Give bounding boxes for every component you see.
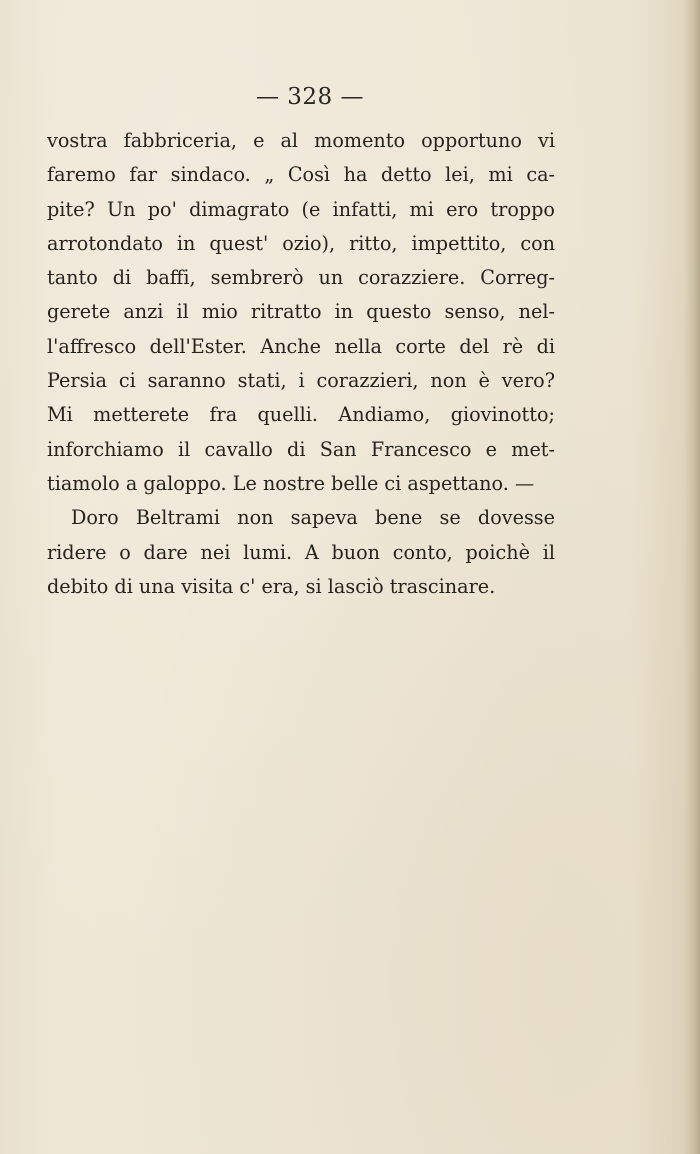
text-line: inforchiamo il cavallo di San Francesco e met- — [47, 437, 555, 461]
text-line: Mi metterete fra quelli. Andiamo, giovinotto; — [47, 403, 555, 427]
text-line: Persia ci saranno stati, i corazzieri, non è vero? — [47, 369, 555, 393]
text-line: arrotondato in quest' ozio), ritto, impettito, con — [47, 231, 555, 255]
text-line: debito di una visita c' era, si lasciò trascinare. — [47, 574, 496, 598]
text-line: tanto di baffi, sembrerò un corazziere. Correg- — [47, 266, 555, 290]
text-line: l'affresco dell'Ester. Anche nella corte del rè di — [47, 334, 555, 358]
text-line: ridere o dare nei lumi. A buon conto, poichè il — [47, 540, 555, 564]
page-edge-shadow — [684, 0, 700, 1154]
body-text — [47, 124, 555, 604]
text-line: faremo far sindaco. „ Così ha detto lei, mi ca- — [47, 163, 555, 187]
page-number: — 328 — — [255, 84, 365, 110]
text-line: pite? Un po' dimagrato (e infatti, mi ero troppo — [47, 197, 555, 221]
text-line: tiamolo a galoppo. Le nostre belle ci aspettano. — — [47, 471, 535, 495]
text-line: gerete anzi il mio ritratto in questo senso, nel- — [47, 300, 555, 324]
text-line: Doro Beltrami non sapeva bene se dovesse — [71, 506, 555, 530]
text-line: vostra fabbriceria, e al momento opportuno vi — [47, 129, 555, 152]
